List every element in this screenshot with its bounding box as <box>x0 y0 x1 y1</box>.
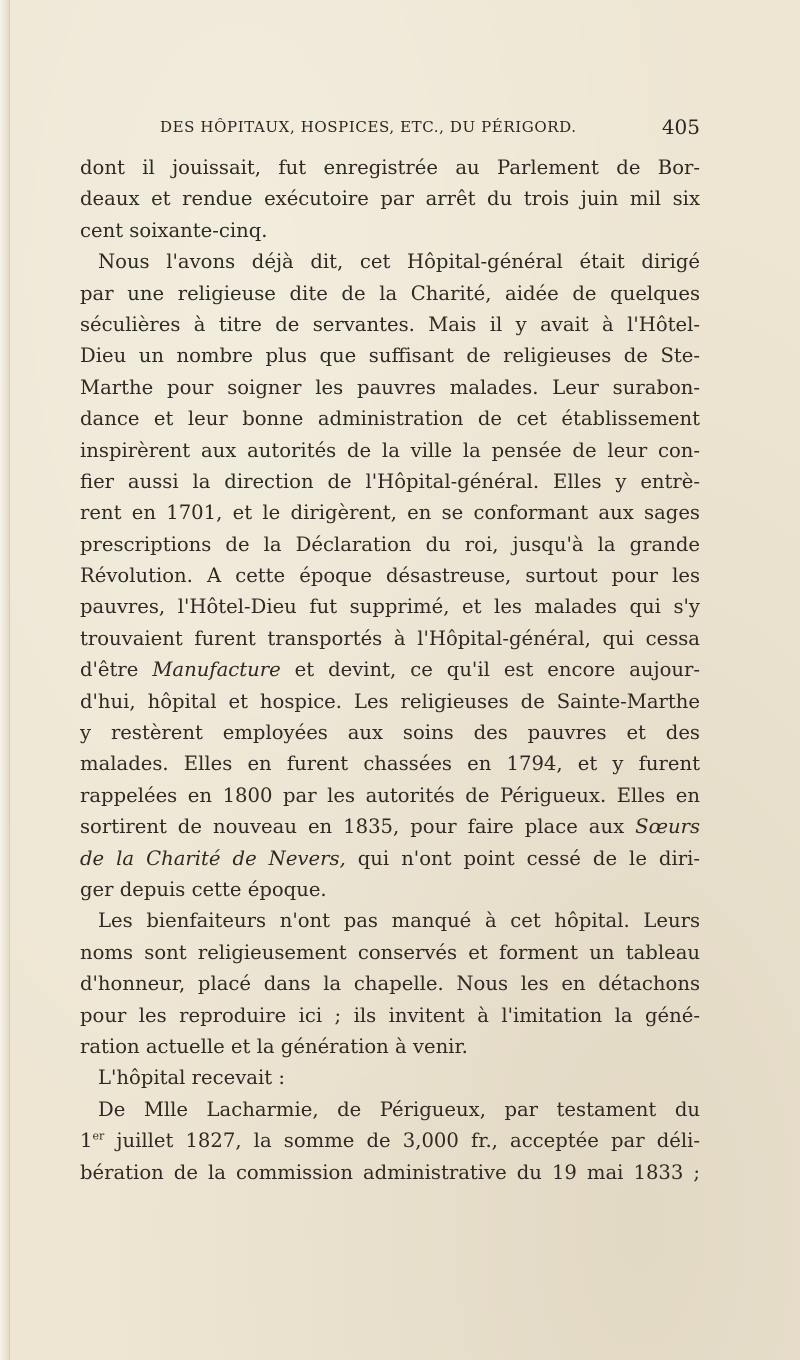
page-number: 405 <box>661 115 700 139</box>
text-line: ration actuelle et la génération à venir. <box>80 1034 468 1058</box>
text-fragment: qui n'ont point cessé de le diri- <box>345 846 700 870</box>
text-line: par une religieuse dite de la Charité, aidée de quelques <box>80 281 700 305</box>
italic-fragment: Sœurs <box>635 815 700 839</box>
text-line: noms sont religieusement conservés et forment un tableau <box>80 940 700 964</box>
text-line-mixed <box>80 654 700 685</box>
text-line: Marthe pour soigner les pauvres malades. Leur surabon- <box>80 375 700 399</box>
text-line: malades. Elles en furent chassées en 1794, et y furent <box>80 752 700 776</box>
text-line: d'hui, hôpital et hospice. Les religieuses de Sainte-Marthe <box>80 689 700 713</box>
text-line: ger depuis cette époque. <box>80 877 327 901</box>
text-line-mixed <box>80 811 700 842</box>
text-line: fier aussi la direction de l'Hôpital-général. Elles y entrè- <box>80 469 700 493</box>
text-line: rappelées en 1800 par les autorités de Périgueux. Elles en <box>80 783 700 807</box>
text-line-mixed <box>80 1125 700 1156</box>
text-fragment: sortirent de nouveau en 1835, pour faire place aux <box>80 815 636 839</box>
text-line: bération de la commission administrative du 19 mai 1833 ; <box>80 1160 700 1184</box>
italic-fragment: de la Charité de Nevers, <box>80 846 346 870</box>
text-line: trouvaient furent transportés à l'Hôpital-général, qui cessa <box>80 626 700 650</box>
italic-fragment: Manufacture <box>152 658 281 682</box>
page-header <box>160 115 700 144</box>
text-line: séculières à titre de servantes. Mais il y avait à l'Hôtel- <box>80 312 700 336</box>
text-line: pour les reproduire ici ; ils invitent à l'imitation la géné- <box>80 1003 700 1027</box>
superscript-fragment: er <box>92 1129 105 1143</box>
page-edge <box>0 0 10 1360</box>
text-line: d'honneur, placé dans la chapelle. Nous les en détachons <box>80 972 700 996</box>
text-fragment: juillet 1827, la somme de 3,000 fr., acceptée par déli- <box>104 1129 700 1153</box>
text-line: cent soixante-cinq. <box>80 218 268 242</box>
text-line-mixed <box>80 843 700 874</box>
text-fragment: d'être <box>80 658 153 682</box>
text-line: Révolution. A cette époque désastreuse, surtout pour les <box>80 564 700 588</box>
text-line: L'hôpital recevait : <box>98 1066 285 1090</box>
text-line: dance et leur bonne administration de cet établissement <box>80 407 700 431</box>
text-line: Dieu un nombre plus que suffisant de religieuses de Ste- <box>80 344 700 368</box>
text-fragment: 1 <box>80 1129 93 1153</box>
text-line: dont il jouissait, fut enregistrée au Parlement de Bor- <box>80 156 700 179</box>
text-line: Les bienfaiteurs n'ont pas manqué à cet hôpital. Leurs <box>98 909 700 933</box>
text-line: prescriptions de la Déclaration du roi, jusqu'à la grande <box>80 532 700 556</box>
body-text <box>80 152 700 1188</box>
text-line: inspirèrent aux autorités de la ville la pensée de leur con- <box>80 438 700 462</box>
text-line: y restèrent employées aux soins des pauvres et des <box>80 721 700 745</box>
text-line: Nous l'avons déjà dit, cet Hôpital-général était dirigé <box>98 250 700 274</box>
text-line: deaux et rendue exécutoire par arrêt du trois juin mil six <box>80 187 700 211</box>
text-line: rent en 1701, et le dirigèrent, en se conformant aux sages <box>80 501 700 525</box>
text-line: pauvres, l'Hôtel-Dieu fut supprimé, et les malades qui s'y <box>80 595 700 619</box>
text-fragment: et devint, ce qu'il est encore aujour- <box>280 658 700 682</box>
text-line: De Mlle Lacharmie, de Périgueux, par testament du <box>98 1097 700 1121</box>
running-head: DES HÔPITAUX, HOSPICES, ETC., DU PÉRIGORD. <box>160 118 577 136</box>
